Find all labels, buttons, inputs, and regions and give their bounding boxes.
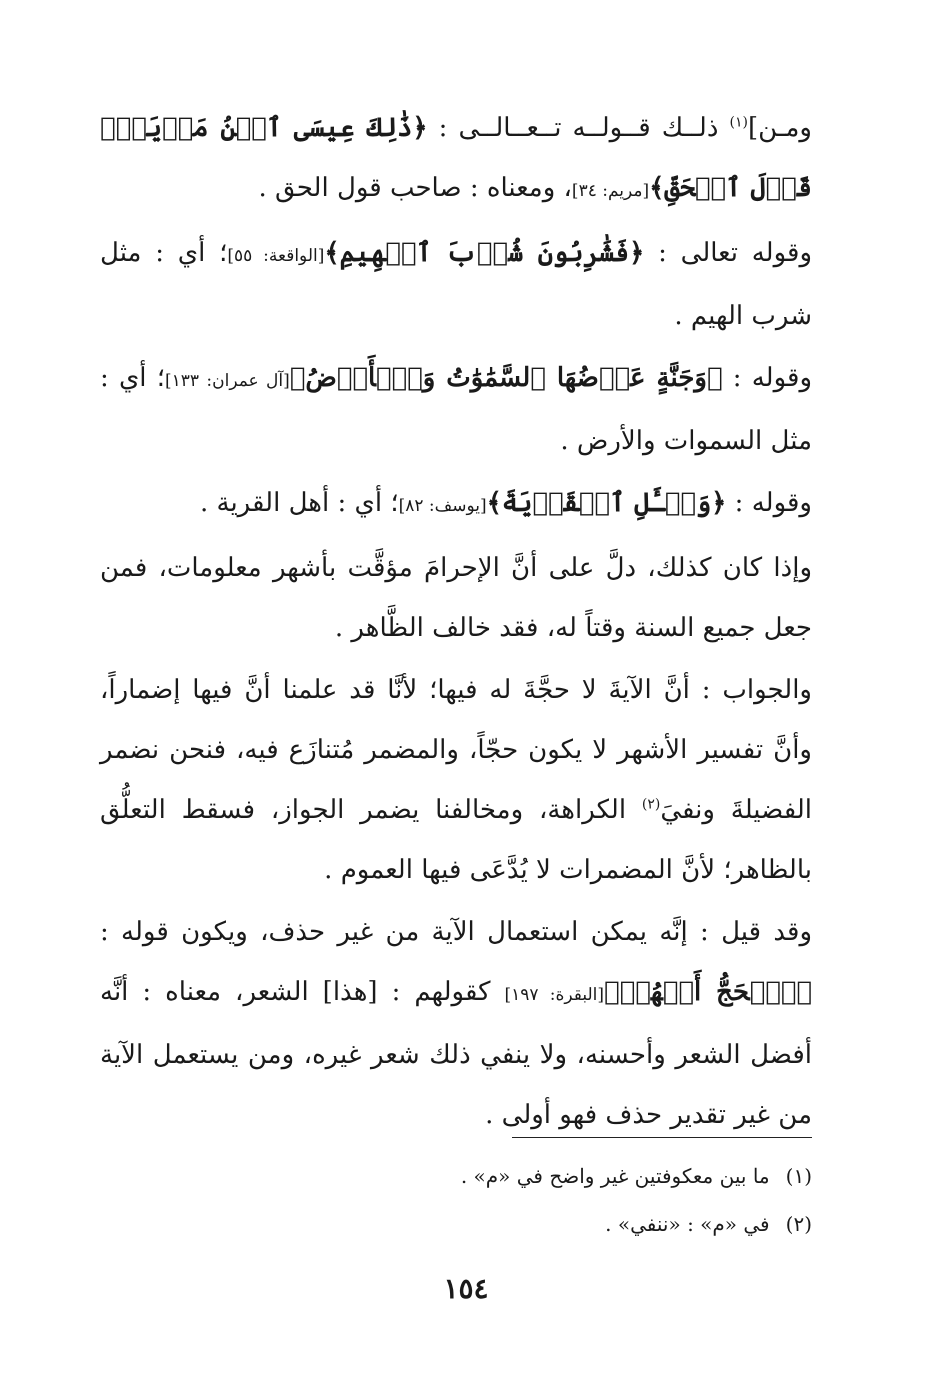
text-segment: ، ومعناه : صاحب قول الحق . [258, 173, 572, 203]
page-number: ١٥٤ [443, 1272, 489, 1305]
footnote-text: في «م» : «ننفي» . [605, 1212, 770, 1236]
footnote-item [100, 1152, 812, 1200]
text-segment: وقوله : [722, 363, 813, 393]
footnote-number: (١) [785, 1164, 812, 1188]
text-segment: الكراهة، ومخالفنا يضمر الجواز، فسقط التعلُّق بالظاهر؛ لأنَّ المضمرات لا يُدَّعَى فيها العموم . [100, 795, 812, 885]
text-segment: ومـن] [747, 113, 812, 143]
paragraph-2 [100, 223, 812, 346]
quran-verse: ﴿وَسۡـَٔلِ ٱلۡقَرۡيَةَ﴾ [486, 488, 727, 518]
verse-reference: [الواقعة: ٥٥] [227, 246, 325, 266]
text-segment: ؛ أي : مثل شرب الهيم . [100, 238, 812, 331]
footnote-item [100, 1200, 812, 1248]
text-segment: وقد قيل : إنَّه يمكن استعمال الآية من غير حذف، ويكون قوله : [100, 917, 812, 947]
quran-verse: ﴿وَجَنَّةٍ عَرۡضُهَا ٱلسَّمَٰوَٰتُ وَٱلۡأَرۡضُ﴾ [289, 363, 723, 393]
text-segment: كقولهم : [هذا] الشعر، معناه : أنَّه أفضل الشعر وأحسنه، ولا ينفي ذلك شعر غيره، ومن يستعمل الآية من غير تقدير حذف فهو أولى . [100, 977, 812, 1130]
paragraph-7 [100, 902, 812, 1145]
quran-verse: ﴿ٱلۡحَجُّ أَشۡهُرٞ﴾ [604, 977, 813, 1007]
verse-reference: [آل عمران: ١٣٣] [165, 371, 290, 391]
text-segment: ذلــك قــولــه تــعــالــى : [427, 113, 730, 143]
footnote-divider [512, 1137, 812, 1138]
paragraph-1 [100, 98, 812, 221]
verse-reference: [مريم: ٣٤] [571, 181, 650, 201]
footnote-number: (٢) [785, 1212, 812, 1236]
footnote-marker[interactable]: (١) [729, 114, 748, 131]
paragraph-5 [100, 538, 812, 658]
text-segment: وإذا كان كذلك، دلَّ على أنَّ الإحرامَ مؤقَّت بأشهر معلومات، فمن جعل جميع السنة وقتاً له، فقد خالف الظَّاهر . [100, 553, 812, 643]
paragraph-6 [100, 660, 812, 900]
text-segment: وقوله تعالى : [644, 238, 812, 268]
text-segment: ؛ أي : أهل القرية . [199, 488, 399, 518]
paragraph-4 [100, 473, 812, 536]
footnotes [100, 1152, 812, 1248]
paragraph-3 [100, 348, 812, 471]
footnote-marker[interactable]: (٢) [641, 796, 661, 813]
footnote-text: ما بين معكوفتين غير واضح في «م» . [460, 1164, 770, 1188]
quran-verse: ﴿فَشَٰرِبُونَ شُرۡبَ ٱلۡهِيمِ﴾ [324, 238, 645, 268]
text-segment: وقوله : [726, 488, 812, 518]
page-body [100, 98, 812, 1145]
quran-verse: ﴿ذَٰلِكَ عِيسَى ٱبۡنُ مَرۡيَمَۖ قَوۡلَ ٱلۡحَقِّ﴾ [100, 113, 812, 203]
verse-reference: [يوسف: ٨٢] [398, 496, 487, 516]
text-segment: والجواب : أنَّ الآيةَ لا حجَّةَ له فيها؛ لأنَّا قد علمنا أنَّ فيها إضماراً، وأنَّ تفسير الأشهر لا يكون حجّاً، والمضمر مُتنازَع فيه، فنحن نضمر الفضيلةَ ونفيَ [100, 675, 812, 825]
text-segment: ؛ أي : مثل السموات والأرض . [100, 363, 812, 456]
verse-reference: [البقرة: ١٩٧] [504, 985, 605, 1005]
